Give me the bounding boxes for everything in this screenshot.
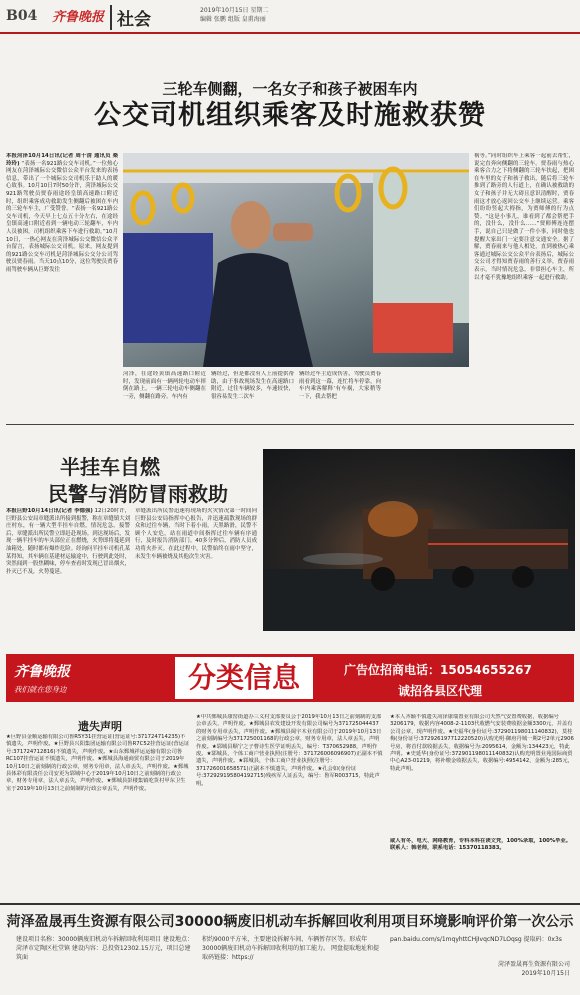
newspaper-logo: 齐鲁晚报 bbox=[52, 10, 105, 25]
story1-col5: 辆经过车主造成伤害，驾驶员贾春雨看到这一幕，连忙将车停靠，向车内乘客解释‘有车祸，大家稍等一下，我去帮把 bbox=[299, 371, 381, 400]
story2-headline-2: 民警与消防冒雨救助 bbox=[48, 482, 228, 506]
classified-phone: 广告位招商电话：15054655267 bbox=[344, 663, 532, 677]
story1-col4: 祸等。”同时组织车上乘客一起前去帮忙，说完直奔向侧翻的三轮车。贾春雨与热心乘客合力之下将侧翻的三轮车扶起，把困在车里的女子和孩子救出，随后将三轮车推到了路旁的人行道上，在确认被救助的女子和孩子并无大碍且意识清醒时，贾春雨这才放心返回公交车上继续运营。乘客们纷纷竖起大拇指，为贾师傅的行为点赞。“这是小事儿，谁看到了都会帮把手的，没什么，没什么……”贾师傅连连摆手，说自己只是做了一件小事，同时他也提醒大家出门一定要注意交通安全。据了解，贾春雨来与他人相处，直到被热心乘客通过城际公交公众平台表扬后，城际公交公司才得知贾春雨的善行义举。贾春雨表示，当时情况危急，非常担心车主，所以才毫不犹豫地组织乘客一起进行救助。 bbox=[474, 153, 574, 281]
classified-logo: 齐鲁晚报 bbox=[14, 664, 70, 680]
story1-col3: 辆经过，但是都没有人上前提供帮助，由于事故现场发生在高速路口附近，过往车辆较多，车速较快，很容易发生二次车 bbox=[211, 371, 294, 400]
story1-col2: 菏泽，在途经黄镇高速路口附近时，发现前面有一辆两轮电动车摔倒在路上，一辆三轮电动车侧翻在一旁，侧翻在路旁。车内有 bbox=[123, 371, 206, 400]
classified-agent: 诚招各县区代理 bbox=[398, 684, 483, 698]
story1-headline: 公交司机组织乘客及时施救获赞 bbox=[94, 100, 486, 131]
story-divider bbox=[6, 424, 574, 425]
story2-col1-text: 12日20时许，巨野县公安局章缝派出所接到报警，称在章缝镇大刘庄村东，有一辆大型半挂车自燃，情况危急。接警后，章缝派出所民警立即赶赴现场。到达现场后，发现一辆半挂车的车头部位正在燃烧，火势即将蔓延到油箱处，随时都有爆炸危险。经询问半挂车司机孔某某得知，其车辆在基建材运输途中，行驶到此处时，突然闻到一股焦糊味，停车查看时发现已冒出烟火，扑灭已不及，火势蔓延。 bbox=[6, 508, 130, 575]
education-ad: 咸人有冬，电大、网络教育，专科本科在读文凭，100%录取，100%毕业。联系人：韩老师，联系电话：15370118383。 bbox=[390, 838, 572, 852]
bottom-notice-col1: 建设项目名称：30000辆废旧机动车拆解回收利用项目 建设地点：菏泽市定陶区杜堂镇 建设内容：总投资12302.15万元，项目总建筑面 bbox=[16, 936, 193, 961]
story1-col1 bbox=[6, 153, 118, 418]
story2-byline: 本报巨野10月14日讯(记者 李德强) bbox=[6, 508, 93, 514]
bottom-notice-col3: pan.baidu.com/s/1mqyhttCHjIvqcND7LOqsg 提取码：0x3s bbox=[390, 936, 562, 943]
editors-line: 编辑 张鹏 组版 皇甫海丽 bbox=[200, 16, 266, 23]
notice-col1: ★巨野县金顺运输有限公司鲁R5Y31挂营运证(营运证号:371724714235)不慎遗失，声明作废。★巨野县兴阳集团运输有限公司鲁R7C52挂营运证(营运证号:371724712816)不慎遗失，声明作废。★山东鄄城祥运运输有限公司鲁RC107挂营运证不慎遗失，声明作废。★鄄城县海通商贸有限公司于2019年10月10日之前刻制的行政公章，财务专用章，法人章丢失，声明作废。★鄄城县体彩有限责任公司安更为郓城中心于2019年10月10日之前刻制的行政公章，财务专用章，法人章丢失，声明作废。★鄄城县彭楼集镇吃货村甲东卫生室于2019年10月13日之前刻制的行政公章丢失，声明作废。 bbox=[6, 734, 190, 792]
story1-byline: 本报菏泽10月14日讯(记者 周千清 通讯员 桑玲玲) bbox=[6, 153, 118, 167]
story2-col2: 章缝派出所民警迅速将现场的火灾情况第一时间向巨野县公安局指挥中心报告，并迅速疏散现场的群众和过往车辆，当时下着小雨，天黑路滑，民警不顾个人安危，站在雨道中间指挥过往车辆有序通行，及时报告消防部门。40多分钟后，消防人员成功将火扑灭。在此过程中，民警始终在雨中坚守，未发生车辆被烧及其他次生灾害。 bbox=[135, 508, 257, 560]
lost-notice-title: 遗失声明 bbox=[78, 720, 122, 733]
bottom-date: 2019年10月15日 bbox=[521, 970, 570, 977]
bottom-signer: 菏泽盈晟再生资源有限公司 bbox=[497, 961, 570, 968]
burning-truck-photo bbox=[263, 449, 575, 631]
header-date bbox=[200, 6, 268, 24]
date-line: 2019年10月15日 星期二 bbox=[200, 7, 269, 14]
notice-col3: ★本人齐颖不慎遗失菏泽康瑞置业有限公司天然气安置费收据，收据编号3206179，收据内容4008-2-1103代收燃气安装费收据金额3300元，并盖有公司公章，现声明作废。★史福华(身份证号:372901198011140832)，莫桂梅(身份证号:372926197712220520)认购光明·御府丹城一期2号2单元2906号房，将首付款收据丢失，收据编号为:2095614，金额为:134423元，特此声明。★史延华(身份证号:372901198011140832)认购光明置业苑国际商贸中心A23-01219，将补缴金收据丢失，收据编号:4954142，金额为:285元，特此声明。 bbox=[390, 714, 574, 772]
page-number: B04 bbox=[6, 8, 38, 24]
story1-kicker: 三轮车侧翻，一名女子和孩子被困车内 bbox=[162, 80, 418, 98]
classified-slogan: 我们就在您身边 bbox=[14, 685, 67, 694]
bus-driver-photo bbox=[123, 153, 469, 367]
classified-title: 分类信息 bbox=[175, 657, 313, 699]
truck-fire-illustration bbox=[263, 449, 575, 631]
bottom-notice-col2: 积约9000平方米，主要建设拆解车间、车辆暂存区等。形成年30000辆废旧机动车拆解回收利用的加工能力。 网盘提取地址和提取码链接：https:// bbox=[202, 936, 379, 961]
bus-interior-illustration bbox=[123, 153, 469, 367]
bottom-notice-title: 菏泽盈晟再生资源有限公司30000辆废旧机动车拆解回收利用项目环境影响评价第一次公示 bbox=[0, 903, 580, 931]
story2-headline-1: 半挂车自燃 bbox=[60, 455, 160, 479]
story2-col1 bbox=[6, 508, 130, 636]
notice-col2: ★中共鄄城县康窑街道办三义村支部委员会于2019年10月13日之前刻制的支部公章丢失，声明作废。★鄄城县农发建设开发有限公司编号为371725044437的财务专用章丢失，声明作废。★鄄城县阔宇木业有限公司于2019年10月13日之前刻制编号为371725001168的行政公章，财务专用章，法人章丢失，声明作废。★郓城县顺宁之子曹诗生医学证明丢失，编号：T370652988，声明作废。★郓城县，个体工商户营业执照(注册号：371726006096907)正副本不慎遗失，声明作废。★郓城县，个体工商户营业执照(注册号：371726001658571)正副本不慎遗失，声明作废。★孔会如(身份证号:372929195804192715)残疾军人证丢失，编号：鲁军R003715，特此声明。 bbox=[196, 714, 383, 787]
section-title: 社会 bbox=[110, 5, 151, 30]
story1-col1-text: “表扬一名921路公交车司机。”一位热心网友在菏泽城际公交微信公众平台发来的表扬信息，带出了一个城际公交司机乐于助人的暖心故事。10月10日7时50分许，菏泽城际公交921路驾驶员贾春雨途经皇镇高速路口附近时，组织乘客成功救助发生侧翻后被困在车内的三轮车车主，广受赞誉。“表扬一名921路公交车司机，今天早上七点五十分左右，在途经皇镇高速口附近看到一辆电动三轮翻车，车内人员被困。司机组织乘客下车进行救助。”10月10日，一热心网友在菏泽城际公交微信公众平台留言，表扬城际公交司机。原来，网友提到的921路公交车司机是菏泽城际公交分公司驾驶员贾春雨。当天10点10分，这位驾驶员贾春雨驾驶车辆从巨野发往 bbox=[6, 160, 118, 273]
